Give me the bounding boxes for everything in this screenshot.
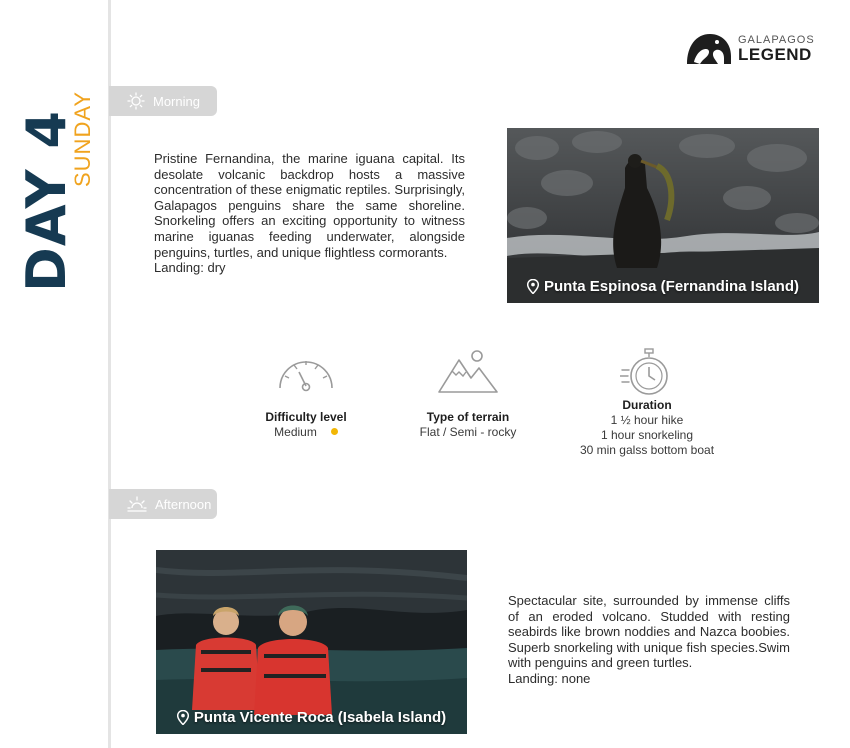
duration-line-2: 1 hour snorkeling <box>600 428 694 442</box>
day-number: DAY 4 <box>15 110 78 292</box>
sunset-icon <box>127 495 147 513</box>
duration-line-1: 1 ½ hour hike <box>610 413 684 427</box>
cormorant-photo-icon <box>507 128 819 303</box>
gauge-icon <box>276 352 336 394</box>
afternoon-landing: Landing: none <box>508 670 591 686</box>
terrain-title: Type of terrain <box>426 410 510 424</box>
morning-description <box>154 151 465 276</box>
morning-landing: Landing: dry <box>154 260 226 276</box>
stopwatch-icon <box>620 348 674 398</box>
stat-difficulty <box>250 352 362 440</box>
stat-duration <box>566 348 728 458</box>
weekday: SUNDAY <box>70 90 95 187</box>
duration-line-3: 30 min galss bottom boat <box>579 443 715 457</box>
morning-photo-caption <box>507 278 819 295</box>
difficulty-dot-icon <box>331 428 338 435</box>
day-heading <box>14 92 94 302</box>
snorkelers-photo-icon <box>156 550 467 734</box>
morning-location-name: Punta Espinosa (Fernandina Island) <box>543 278 800 295</box>
afternoon-photo-caption <box>156 709 467 726</box>
difficulty-value-row <box>250 425 362 440</box>
sun-icon <box>127 92 145 110</box>
morning-description-text: Pristine Fernandina, the marine iguana capital. Its desolate volcanic backdrop hosts a massive concentration of these enigmatic reptiles. Surprisingly, Galapagos penguins share the same shoreline. Snorkeling offers an exciting opportunity to witness marine iguanas feeding underwater, alongside penguins, turtles, and unique flightless cormorants. <box>154 151 465 260</box>
morning-badge <box>109 86 217 116</box>
duration-title: Duration <box>622 398 672 412</box>
terrain-value: Flat / Semi - rocky <box>419 425 517 439</box>
afternoon-photo <box>156 550 467 734</box>
afternoon-description-text: Spectacular site, surrounded by immense cliffs of an eroded volcano. Studded with resting seabirds like brown noddies and Nazca boobies. Superb snorkeling with unique fish species.Swim with penguins and green turtles. <box>508 593 790 671</box>
afternoon-description <box>508 593 790 687</box>
afternoon-location-name: Punta Vicente Roca (Isabela Island) <box>193 709 447 726</box>
difficulty-value: Medium <box>274 425 317 439</box>
morning-photo <box>507 128 819 303</box>
stat-terrain <box>408 348 528 440</box>
afternoon-label: Afternoon <box>155 496 212 512</box>
location-pin-icon <box>177 710 189 725</box>
logo-text-bottom: LEGEND <box>738 45 812 64</box>
mountain-icon <box>437 348 499 394</box>
afternoon-badge <box>109 489 217 519</box>
location-pin-icon <box>527 279 539 294</box>
legend-mascot-icon <box>684 28 734 68</box>
brand-logo <box>684 28 814 68</box>
morning-label: Morning <box>153 93 200 109</box>
logo-text-top: GALAPAGOS <box>738 34 815 46</box>
difficulty-title: Difficulty level <box>265 410 347 424</box>
